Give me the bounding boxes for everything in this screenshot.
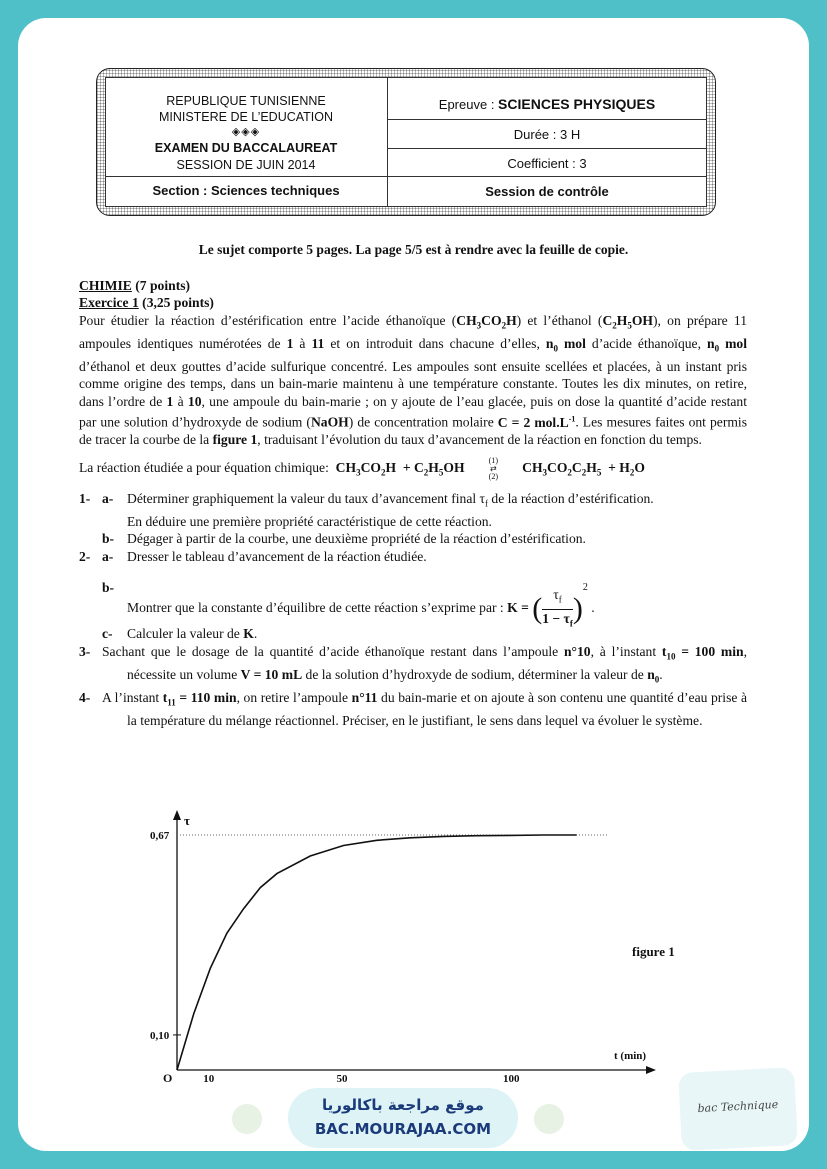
chimie-heading: CHIMIE (7 points) <box>79 278 191 293</box>
header-epreuve: Epreuve : SCIENCES PHYSIQUES <box>438 96 656 112</box>
figure-1-chart <box>18 18 809 1151</box>
header-exam: EXAMEN DU BACCALAUREAT <box>154 141 338 155</box>
left-logo-icon <box>232 1104 262 1134</box>
reaction-equation: La réaction étudiée a pour équation chimique: $CH_3CO_2H + C_2H_5OH$ (1) ⇄ (2) $CH_3CO_2C_2H_5 + H_2O$ <box>79 455 645 481</box>
question-2c: c- Calculer la valeur de K. <box>102 626 258 642</box>
exercise-statement: Pour étudier la réaction d’estérification entre l’acide éthanoïque $(CH_3CO_2H)$ et l’éthanol $(C_2H_5OH)$, on prépare 11 ampoules identiques numérotées de 1 à 11 et on introduit dans chacune d’elles, $n_0$ mol d’acide éthanoïque, $n_0$ mol d’éthanol et deux gouttes d’acide sulfurique concentré. Les ampoules sont ensuite scellées et placées, à un instant pris comme origine des temps, dans un bain-marie maintenu à une température constante. Toutes les dix minutes, on retire, dans l’ordre de 1 à 10, une ampoule du bain-marie ; on y ajoute de l’eau glacée, puis on dose la quantité d’acide restant par une solution d’hydroxyde de sodium (NaOH) de concentration molaire C = 2 $mol.L^{-1}$. Les mesures faites ont permis de tracer la courbe de la figure 1, traduisant l’évolution du taux d’avancement de la réaction en fonction du temps. <box>79 312 748 448</box>
figure-caption: figure 1 <box>632 944 675 959</box>
question-2a: 2- a- Dresser le tableau d’avancement de la réaction étudiée. <box>79 548 427 564</box>
y-axis-label: τ <box>184 813 190 828</box>
tau-curve <box>177 835 577 1070</box>
x-tick-100: 100 <box>503 1073 520 1085</box>
intro-line: Le sujet comporte 5 pages. La page 5/5 est à rendre avec la feuille de copie. <box>198 242 629 257</box>
question-1b: b- Dégager à partir de la courbe, une deuxième propriété de la réaction d’estérification. <box>102 531 586 547</box>
exam-page <box>18 18 809 1151</box>
question-2b: b- Montrer que la constante d’équilibre de cette réaction s’exprime par : K = ( $\frac{\tau_f}{1 - \tau_f})^2$ . <box>102 580 595 629</box>
question-1a: 1- a- Déterminer graphiquement la valeur du taux d’avancement final $\tau_f$ de la réaction d’estérification. En déduire une première propriété caractéristique de cette réaction. <box>79 490 654 529</box>
header-section: Section : Sciences techniques <box>152 183 340 198</box>
header-ministry: MINISTERE DE L’EDUCATION <box>158 110 334 124</box>
origin-label: O <box>163 1071 173 1085</box>
right-logo-icon <box>534 1104 564 1134</box>
question-3: 3- Sachant que le dosage de la quantité d’acide éthanoïque restant dans l’ampoule n°10, à l’instant $t_{10} = 100$ min, nécessite un volume V = 10 mL de la solution d’hydroxyde de sodium, déterminer la valeur de $n_0$. <box>79 643 747 685</box>
footer-arabic: موقع مراجعة باكالوريا <box>322 1096 484 1114</box>
header-duree: Durée : 3 H <box>513 127 581 142</box>
footer-banner[interactable] <box>288 1088 518 1148</box>
bac-technique-badge: bac Technique <box>678 1067 798 1151</box>
exercice-heading: Exercice 1 (3,25 points) <box>79 295 214 311</box>
header-coefficient: Coefficient : 3 <box>507 156 587 171</box>
x-tick-10: 10 <box>203 1073 215 1085</box>
x-axis-arrow <box>646 1066 656 1074</box>
header-session: Session de contrôle <box>485 184 609 199</box>
x-axis-label: t (min) <box>614 1050 647 1062</box>
header-session-date: SESSION DE JUIN 2014 <box>176 158 316 172</box>
header-ornament: ◈◈◈ <box>231 126 261 138</box>
x-tick-50: 50 <box>336 1073 348 1085</box>
footer-site[interactable]: BAC.MOURAJAA.COM <box>314 1120 492 1138</box>
y-tick-010: 0,10 <box>150 1029 170 1042</box>
y-axis-arrow <box>173 810 181 820</box>
header-republic: REPUBLIQUE TUNISIENNE <box>166 94 326 108</box>
question-4: 4- A l’instant $t_{11} = 110$ min, on retire l’ampoule n°11 du bain-marie et on ajoute à son contenu une quantité d’eau prise à la température du mélange réactionnel. Préciser, en le justifiant, le sens dans lequel va évoluer le système. <box>79 689 747 728</box>
y-tick-067: 0,67 <box>150 830 170 842</box>
